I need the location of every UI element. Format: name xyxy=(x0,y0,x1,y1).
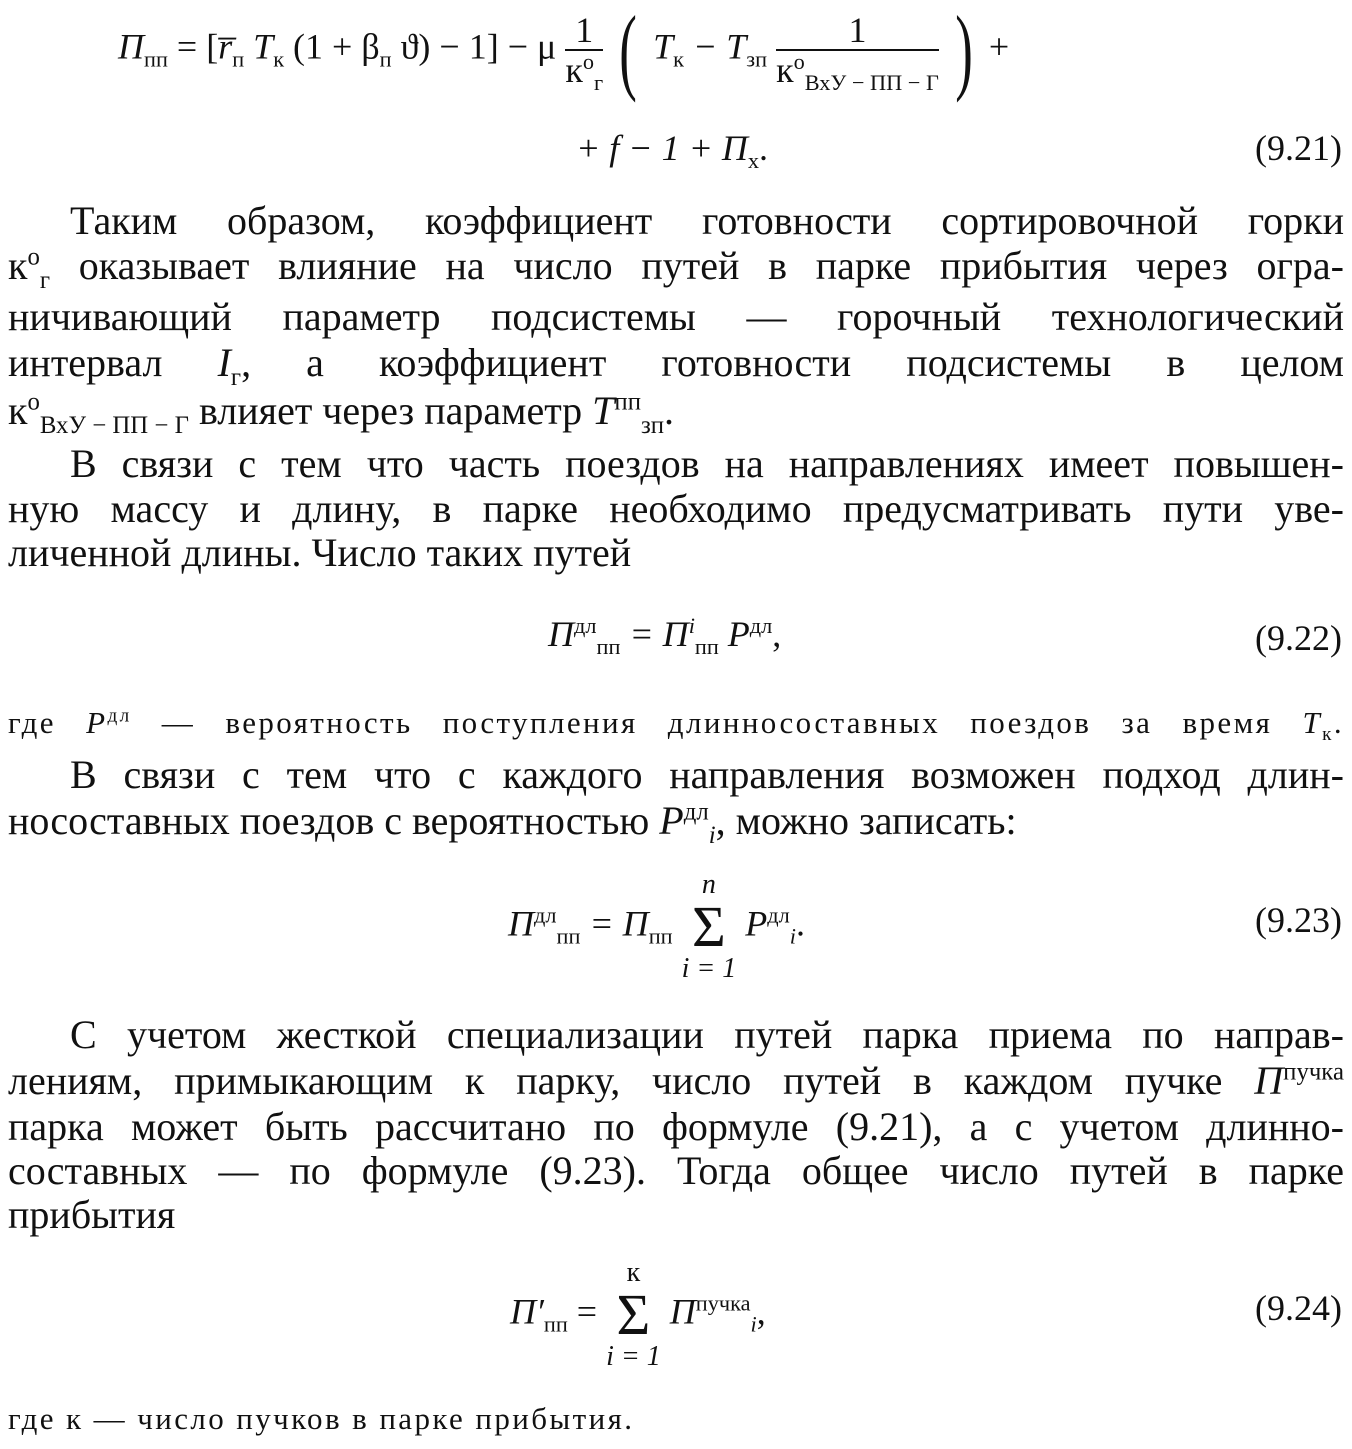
sum-sign: Σ xyxy=(616,1282,651,1347)
eq-subscript: п xyxy=(232,46,245,72)
sum-upper-limit: к xyxy=(626,1257,641,1288)
text-line: личенной длины. Число таких путей xyxy=(8,530,632,575)
superscript: дл xyxy=(107,705,132,727)
superscript: о xyxy=(27,243,40,271)
right-paren: ) xyxy=(955,0,973,103)
text-span: . xyxy=(664,388,675,433)
eq-text: . xyxy=(759,128,769,168)
sum-upper-limit: n xyxy=(701,869,716,900)
eq-symbol: − T xyxy=(683,26,747,67)
eq-symbol: r̅ xyxy=(218,26,233,67)
text-line xyxy=(8,340,1344,391)
eq-symbol: П xyxy=(508,903,534,944)
eq-text: (1 + β xyxy=(284,26,380,67)
text-line: ную массу и длину, в парке необходимо предусматривать пути уве- xyxy=(8,486,1344,531)
eq-subscript: пп xyxy=(648,923,673,949)
eq-symbol: к xyxy=(565,50,583,90)
text-span: — вероятность поступления длинносоставных поездов за время xyxy=(131,705,1303,740)
text-span: носоставных поездов с вероятностью xyxy=(8,798,660,843)
subscript: i xyxy=(708,822,716,849)
eq-symbol: = П xyxy=(620,614,689,654)
eq-symbol: = П xyxy=(580,903,649,944)
equation-9-21-line-2 xyxy=(576,128,769,174)
superscript: пп xyxy=(614,388,641,416)
eq-subscript: ВхУ − ПП − Г xyxy=(804,70,939,96)
equation-number: (9.23) xyxy=(1255,900,1342,940)
eq-superscript: i xyxy=(688,613,695,638)
eq-symbol: P xyxy=(718,614,750,654)
text-line: В связи с тем что с каждого направления возможен подход длин- xyxy=(70,752,1344,797)
fraction-numerator: 1 xyxy=(565,11,603,51)
text-line xyxy=(8,243,1344,294)
inline-symbol: P xyxy=(659,798,684,843)
equation-9-23 xyxy=(508,868,805,986)
fraction-denominator xyxy=(565,49,604,96)
text-line xyxy=(8,1058,1344,1104)
eq-subscript: пп xyxy=(596,634,621,660)
eq-text: + xyxy=(979,26,1010,67)
eq-text: , xyxy=(756,1291,766,1332)
sum-sign: Σ xyxy=(692,894,726,959)
text-line: ничивающий параметр подсистемы — горочный технологический xyxy=(8,294,1344,339)
eq-symbol: P xyxy=(745,903,768,944)
text-line: прибытия xyxy=(8,1192,176,1237)
subscript: к xyxy=(1322,724,1334,746)
summation xyxy=(606,1256,661,1374)
eq-superscript: дл xyxy=(767,902,790,928)
eq-superscript: пучка xyxy=(695,1290,751,1316)
summation xyxy=(682,868,737,986)
eq-symbol: П xyxy=(669,1291,696,1332)
subscript: г xyxy=(39,267,51,294)
inline-symbol: T xyxy=(1302,705,1323,740)
eq-subscript: пп xyxy=(543,1311,568,1337)
eq-superscript: дл xyxy=(534,902,557,928)
text-span: , можно записать: xyxy=(715,798,1017,843)
fraction-numerator: 1 xyxy=(776,11,939,51)
equation-number: (9.22) xyxy=(1255,618,1342,658)
inline-symbol: P xyxy=(86,705,108,740)
text-line: Таким образом, коэффициент готовности сортировочной горки xyxy=(70,198,1344,243)
eq-symbol: П′ xyxy=(510,1291,544,1332)
fraction-2 xyxy=(776,10,939,96)
subscript: г xyxy=(230,364,242,391)
eq-subscript: к xyxy=(273,46,285,72)
subscript: ВхУ − ПП − Г xyxy=(39,412,189,439)
text-line: С учетом жесткой специализации путей парка приема по направ- xyxy=(70,1012,1344,1057)
text-span: . xyxy=(1333,705,1344,740)
left-paren: ( xyxy=(619,0,637,103)
eq-superscript: дл xyxy=(749,613,773,638)
sum-lower-limit: i = 1 xyxy=(606,1341,661,1372)
superscript: дл xyxy=(683,798,709,826)
eq-subscript: зп xyxy=(746,46,768,72)
sum-lower-limit: i = 1 xyxy=(681,953,737,984)
eq-subscript: пп xyxy=(556,923,581,949)
eq-superscript: о xyxy=(793,49,805,74)
eq-subscript: г xyxy=(593,70,604,96)
text-span: оказывает влияние на число путей в парке прибытия через огра- xyxy=(50,243,1344,288)
eq-text: = xyxy=(567,1291,607,1332)
eq-subscript: пп xyxy=(144,46,168,72)
eq-symbol: T xyxy=(653,26,674,67)
eq-text: ϑ) − 1] − μ xyxy=(391,26,557,67)
equation-number: (9.24) xyxy=(1255,1288,1342,1328)
text-line: парка может быть рассчитано по формуле (9.21), а с учетом длинно- xyxy=(8,1104,1344,1149)
eq-text: . xyxy=(795,903,805,944)
text-line xyxy=(8,388,1344,439)
text-span: , а коэффициент готовности подсистемы в целом xyxy=(241,340,1344,385)
eq-symbol: П xyxy=(118,26,144,67)
eq-subscript: i xyxy=(750,1311,757,1337)
inline-symbol: I xyxy=(217,340,231,385)
superscript: пучка xyxy=(1283,1058,1344,1086)
equation-9-22 xyxy=(548,613,782,660)
eq-subscript: пп xyxy=(694,634,719,660)
eq-symbol: к xyxy=(776,50,794,90)
eq-subscript: i xyxy=(789,923,796,949)
equation-9-21-line-1 xyxy=(118,0,1010,103)
fraction-1 xyxy=(565,10,604,96)
eq-superscript: дл xyxy=(574,613,597,638)
text-line xyxy=(8,700,1344,746)
subscript: зп xyxy=(640,412,665,439)
text-line: составных — по формуле (9.23). Тогда общее число путей в парке xyxy=(8,1148,1344,1193)
text-line xyxy=(8,798,1344,849)
eq-symbol: T xyxy=(244,26,274,67)
text-line: где к — число пучков в парке прибытия. xyxy=(8,1401,635,1436)
eq-subscript: к xyxy=(673,46,684,72)
eq-subscript: п xyxy=(379,46,392,72)
text-line: В связи с тем что часть поездов на направлениях имеет повышен- xyxy=(70,441,1344,486)
inline-symbol: T xyxy=(592,388,615,433)
inline-symbol: к xyxy=(8,243,28,288)
fraction-denominator xyxy=(776,49,939,96)
inline-symbol: к xyxy=(8,388,28,433)
eq-text: , xyxy=(772,614,782,654)
text-span: где xyxy=(8,705,87,740)
equation-9-24 xyxy=(510,1256,766,1374)
equation-number: (9.21) xyxy=(1255,128,1342,168)
eq-symbol: П xyxy=(548,614,574,654)
inline-symbol: П xyxy=(1254,1058,1284,1103)
text-span: лениям, примыкающим к парку, число путей в каждом пучке xyxy=(8,1058,1255,1103)
superscript: о xyxy=(27,388,40,416)
eq-text: = [ xyxy=(167,26,219,67)
eq-superscript: о xyxy=(582,49,594,74)
eq-subscript: х xyxy=(747,148,760,174)
text-span: интервал xyxy=(8,340,218,385)
text-span: влияет через параметр xyxy=(188,388,593,433)
eq-text: + f − 1 + П xyxy=(576,128,748,168)
